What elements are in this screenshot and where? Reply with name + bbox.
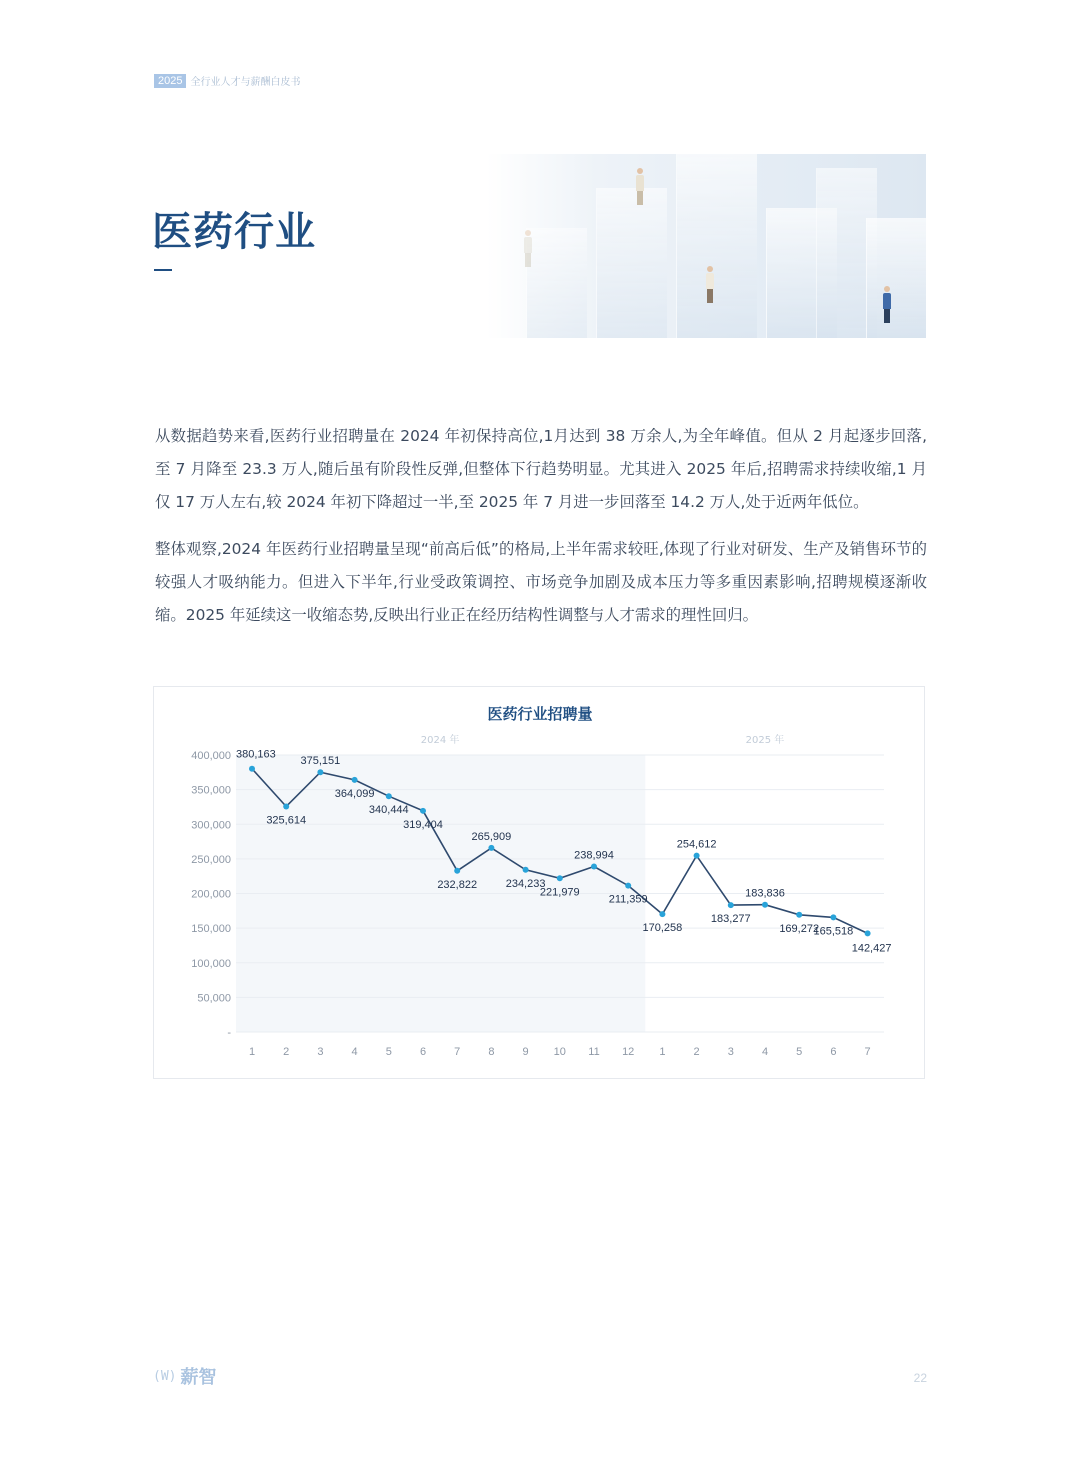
data-point [557,875,563,881]
data-point [728,902,734,908]
data-point [762,902,768,908]
body-paragraph: 整体观察,2024 年医药行业招聘量呈现“前高后低”的格局,上半年需求较旺,体现了行业对研发、生产及销售环节的较强人才吸纳能力。但进入下半年,行业受政策调控、市场竞争加剧及成本压力等多重因素影响,招聘规模逐渐收缩。2025 年延续这一收缩态势,反映出行业正在经历结构性调整与人才需求的理性回归。 [155,540,927,624]
brand-name: 薪智 [180,1367,217,1388]
data-label: 340,444 [368,804,409,817]
x-tick-label: 3 [727,1046,734,1058]
y-tick-label: 300,000 [191,819,231,832]
data-label: 183,836 [745,887,785,900]
x-tick-label: 1 [248,1046,256,1058]
x-tick-label: 9 [522,1046,529,1058]
data-label: 265,909 [471,830,512,843]
data-label: 254,612 [676,838,717,851]
data-label: 234,233 [505,877,546,890]
x-tick-label: 11 [588,1046,600,1058]
data-label: 319,404 [403,818,443,831]
data-label: 364,099 [334,787,375,800]
data-point [488,845,494,851]
data-point [796,912,802,918]
x-tick-label: 8 [488,1046,495,1058]
x-tick-label: 7 [864,1046,871,1058]
y-tick-label: 350,000 [191,784,231,797]
report-title: 全行业人才与薪酬白皮书 [190,77,301,88]
data-point [625,883,631,889]
x-tick-label: 6 [830,1046,837,1058]
body-paragraph: 从数据趋势来看,医药行业招聘量在 2024 年初保持高位,1月达到 38 万余人,为全年峰值。但从 2 月起逐步回落,至 7 月降至 23.3 万人,随后虽有阶段性反弹,但整体下行趋势明显。尤其进入 2025 年后,招聘需求持续收缩,1 月仅 17 万人左右,较 2024 年初下降超过一半,至 2025 年 7 月进一步回落至 14.2 万人,处于近两年低位。 [155,427,927,511]
line-chart [153,686,925,1079]
data-label: 375,151 [300,755,341,768]
data-point [249,766,255,772]
x-tick-label: 2 [693,1046,700,1058]
x-tick-label: 1 [659,1046,666,1058]
x-tick-label: 5 [385,1046,392,1058]
chart-canvas [154,687,926,1080]
year-tag: 2025 [154,74,186,88]
data-point [386,793,392,799]
y-tick-label: 250,000 [191,853,231,866]
y-tick-label: 150,000 [191,923,231,936]
section-title: 医药行业 [152,208,316,255]
data-point [865,930,871,936]
year-group-label: 2025 年 [745,735,785,746]
y-tick-label: 50,000 [197,992,231,1005]
x-tick-label: 3 [317,1046,324,1058]
y-tick-label: 200,000 [191,888,231,901]
data-point [830,914,836,920]
x-tick-label: 4 [351,1046,358,1058]
data-point [352,777,358,783]
x-tick-label: 5 [796,1046,803,1058]
data-point [317,769,323,775]
year-group-label: 2024 年 [420,735,460,746]
data-label: 232,822 [437,878,478,891]
data-label: 211,359 [608,893,648,906]
x-tick-label: 4 [761,1046,769,1058]
page-number: 22 [913,1371,927,1385]
data-point [283,804,289,810]
x-tick-label: 12 [622,1046,635,1058]
x-tick-label: 7 [454,1046,461,1058]
data-point [591,863,597,869]
data-label: 183,277 [710,913,751,926]
x-tick-label: 2 [283,1046,290,1058]
data-label: 170,258 [642,922,683,935]
data-point [694,853,700,859]
data-label: 238,994 [574,849,614,862]
brand-mark-icon: (W) [153,1368,177,1384]
y-tick-label: 400,000 [191,750,231,762]
figurine [706,266,714,303]
data-point [523,867,529,873]
title-underline [154,269,172,271]
data-label: 380,163 [236,748,276,761]
data-point [454,868,460,874]
data-label: 169,272 [779,922,820,935]
data-point [420,808,426,814]
hero-image [486,154,926,338]
chart-title: 医药行业招聘量 [487,705,593,723]
figurine [636,168,644,205]
data-label: 221,979 [539,886,580,899]
x-tick-label: 10 [553,1046,566,1058]
x-tick-label: 6 [419,1046,427,1058]
y-tick-label: 100,000 [191,957,231,970]
figurine [524,230,532,267]
data-point [659,911,665,917]
figurine [883,286,891,323]
brand-logo [153,1363,216,1389]
data-label: 165,518 [813,925,854,938]
data-label: 325,614 [266,814,307,827]
page-header [154,73,300,88]
y-tick-label: - [227,1027,231,1039]
data-label: 142,427 [851,942,892,955]
